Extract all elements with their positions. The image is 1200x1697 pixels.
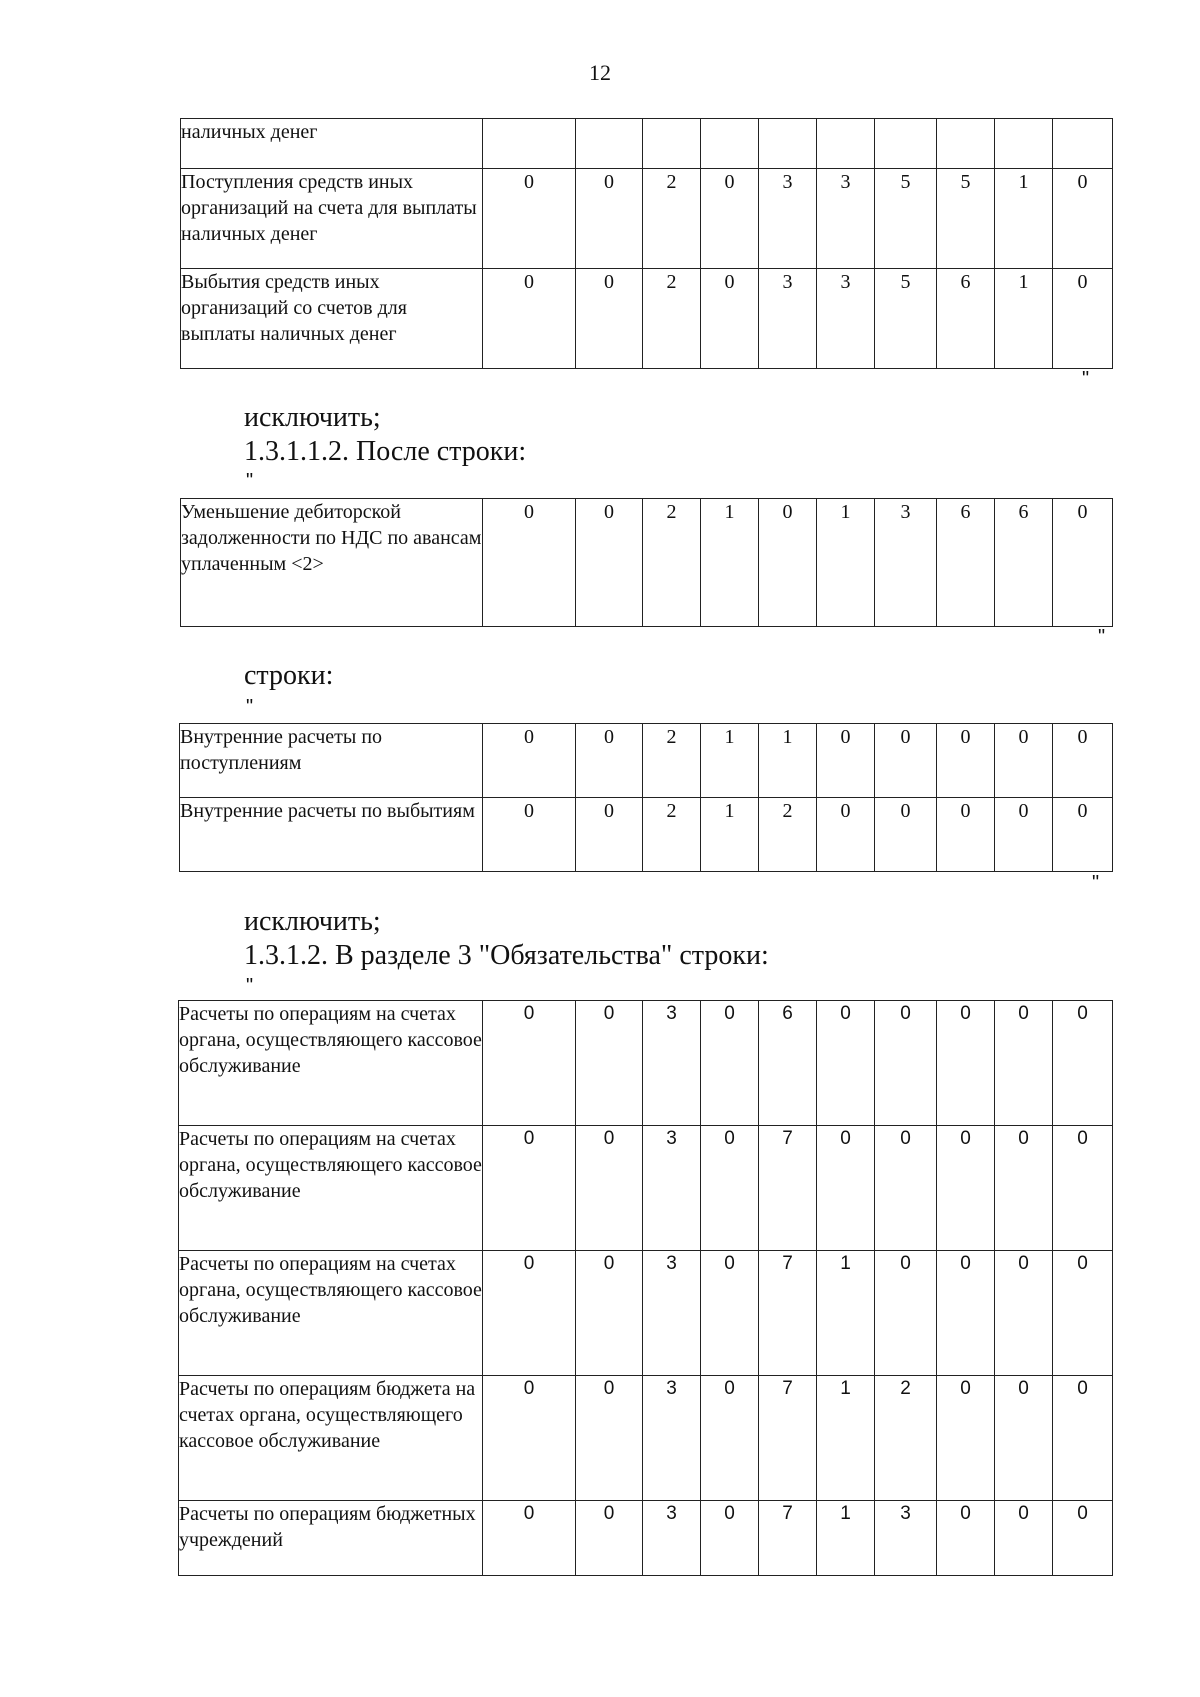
code-table-3 [179,723,1113,872]
closing-quote-3: " [1092,872,1100,894]
code-digit-6: 0 [817,1001,875,1126]
row-label: Выбытия средств иных организаций со счетов для выплаты наличных денег [181,269,483,369]
table-row [179,1001,1113,1126]
code-digit-8: 0 [937,1001,995,1126]
code-digit-5: 1 [759,724,817,798]
code-digit-1: 0 [483,169,576,269]
instruction-after-line: 1.3.1.1.2. После строки: [244,436,527,467]
table-row [181,119,1113,169]
code-digit-10: 0 [1053,269,1113,369]
code-digit-9: 0 [995,1001,1053,1126]
code-digit-8: 6 [937,269,995,369]
code-digit-4: 0 [701,1001,759,1126]
code-digit-1: 0 [483,724,576,798]
code-digit-2: 0 [576,1126,643,1251]
code-digit-1: 0 [483,269,576,369]
row-label: Расчеты по операциям на счетах органа, осуществляющего кассовое обслуживание [179,1126,483,1251]
instruction-section-3: 1.3.1.2. В разделе 3 "Обязательства" строки: [244,940,769,971]
code-digit-3 [643,119,701,169]
table-row [181,269,1113,369]
code-digit-10: 0 [1053,798,1113,872]
code-digit-3: 2 [643,169,701,269]
code-digit-4: 1 [701,724,759,798]
code-digit-3: 2 [643,798,701,872]
code-digit-3: 3 [643,1251,701,1376]
code-digit-4: 0 [701,1126,759,1251]
code-digit-10: 0 [1053,1251,1113,1376]
code-digit-3: 2 [643,724,701,798]
code-digit-8: 0 [937,798,995,872]
code-table-2 [180,498,1113,627]
code-digit-1 [483,119,576,169]
code-digit-1: 0 [483,1501,576,1576]
code-digit-7: 0 [875,1126,937,1251]
table-row [179,1251,1113,1376]
code-digit-1: 0 [483,1251,576,1376]
code-digit-6: 1 [817,1501,875,1576]
code-digit-6: 1 [817,1376,875,1501]
code-digit-8: 6 [937,499,995,627]
code-digit-10: 0 [1053,1501,1113,1576]
row-label: Расчеты по операциям бюджетных учреждений [179,1501,483,1576]
code-digit-3: 3 [643,1376,701,1501]
code-digit-1: 0 [483,1376,576,1501]
instruction-exclude-1: исключить; [244,402,381,433]
code-digit-7: 5 [875,169,937,269]
code-digit-5: 7 [759,1251,817,1376]
code-digit-7: 2 [875,1376,937,1501]
instruction-lines: строки: [244,660,334,691]
code-digit-5: 6 [759,1001,817,1126]
code-digit-2: 0 [576,1001,643,1126]
code-digit-4: 1 [701,499,759,627]
instruction-exclude-2: исключить; [244,906,381,937]
code-digit-4: 1 [701,798,759,872]
code-digit-9: 0 [995,798,1053,872]
code-digit-8: 0 [937,1251,995,1376]
code-digit-7: 0 [875,1001,937,1126]
row-label: Уменьшение дебиторской задолженности по НДС по авансам уплаченным <2> [181,499,483,627]
code-digit-4: 0 [701,1251,759,1376]
code-digit-7: 5 [875,269,937,369]
code-digit-5: 2 [759,798,817,872]
code-digit-3: 2 [643,499,701,627]
row-label: Расчеты по операциям бюджета на счетах органа, осуществляющего кассовое обслуживание [179,1376,483,1501]
code-digit-6 [817,119,875,169]
code-table-1 [180,118,1113,369]
code-digit-8: 5 [937,169,995,269]
page-number: 12 [589,60,611,85]
code-digit-9: 0 [995,1376,1053,1501]
code-digit-4: 0 [701,1376,759,1501]
code-digit-1: 0 [483,1126,576,1251]
code-digit-10: 0 [1053,1001,1113,1126]
code-digit-10: 0 [1053,169,1113,269]
code-digit-1: 0 [483,499,576,627]
code-digit-2: 0 [576,1251,643,1376]
code-digit-9: 0 [995,1501,1053,1576]
code-digit-10: 0 [1053,1376,1113,1501]
row-label: Внутренние расчеты по выбытиям [180,798,483,872]
code-digit-2: 0 [576,499,643,627]
code-digit-9: 1 [995,269,1053,369]
opening-quote-2: " [246,470,254,492]
table-row [181,499,1113,627]
table-row [181,169,1113,269]
code-digit-8: 0 [937,1126,995,1251]
code-digit-2: 0 [576,798,643,872]
row-label: Поступления средств иных организаций на счета для выплаты наличных денег [181,169,483,269]
code-digit-6: 3 [817,269,875,369]
code-digit-9: 6 [995,499,1053,627]
code-digit-2: 0 [576,269,643,369]
code-digit-4: 0 [701,1501,759,1576]
row-label: наличных денег [181,119,483,169]
table-row [179,1501,1113,1576]
code-digit-5: 0 [759,499,817,627]
code-digit-4: 0 [701,169,759,269]
closing-quote-2: " [1098,626,1106,648]
code-digit-4: 0 [701,269,759,369]
code-digit-6: 1 [817,1251,875,1376]
code-digit-6: 0 [817,1126,875,1251]
row-label: Внутренние расчеты по поступлениям [180,724,483,798]
row-label: Расчеты по операциям на счетах органа, осуществляющего кассовое обслуживание [179,1251,483,1376]
code-digit-6: 1 [817,499,875,627]
code-digit-9: 0 [995,724,1053,798]
table-row [180,798,1113,872]
opening-quote-3: " [246,696,254,718]
code-digit-9 [995,119,1053,169]
code-digit-7: 0 [875,1251,937,1376]
code-digit-2 [576,119,643,169]
code-digit-5 [759,119,817,169]
code-digit-1: 0 [483,1001,576,1126]
code-digit-8: 0 [937,1376,995,1501]
code-digit-5: 3 [759,269,817,369]
code-digit-5: 7 [759,1126,817,1251]
code-digit-2: 0 [576,724,643,798]
code-digit-7: 0 [875,724,937,798]
code-digit-7: 3 [875,1501,937,1576]
table-row [179,1376,1113,1501]
code-digit-2: 0 [576,169,643,269]
code-digit-10: 0 [1053,724,1113,798]
code-digit-5: 7 [759,1501,817,1576]
code-digit-9: 0 [995,1126,1053,1251]
code-digit-10: 0 [1053,499,1113,627]
code-digit-9: 1 [995,169,1053,269]
code-digit-6: 0 [817,798,875,872]
code-digit-7: 3 [875,499,937,627]
closing-quote-1: " [1082,368,1090,390]
code-digit-3: 3 [643,1001,701,1126]
code-digit-5: 7 [759,1376,817,1501]
code-digit-2: 0 [576,1376,643,1501]
code-digit-6: 0 [817,724,875,798]
table-row [179,1126,1113,1251]
code-digit-9: 0 [995,1251,1053,1376]
code-digit-7: 0 [875,798,937,872]
code-digit-3: 3 [643,1501,701,1576]
code-digit-3: 3 [643,1126,701,1251]
code-digit-6: 3 [817,169,875,269]
code-digit-3: 2 [643,269,701,369]
code-digit-1: 0 [483,798,576,872]
code-digit-4 [701,119,759,169]
code-digit-7 [875,119,937,169]
code-digit-5: 3 [759,169,817,269]
code-table-4 [178,1000,1113,1576]
code-digit-8: 0 [937,1501,995,1576]
row-label: Расчеты по операциям на счетах органа, осуществляющего кассовое обслуживание [179,1001,483,1126]
code-digit-8: 0 [937,724,995,798]
opening-quote-4: " [246,975,254,997]
code-digit-2: 0 [576,1501,643,1576]
code-digit-10: 0 [1053,1126,1113,1251]
table-row [180,724,1113,798]
code-digit-8 [937,119,995,169]
code-digit-10 [1053,119,1113,169]
